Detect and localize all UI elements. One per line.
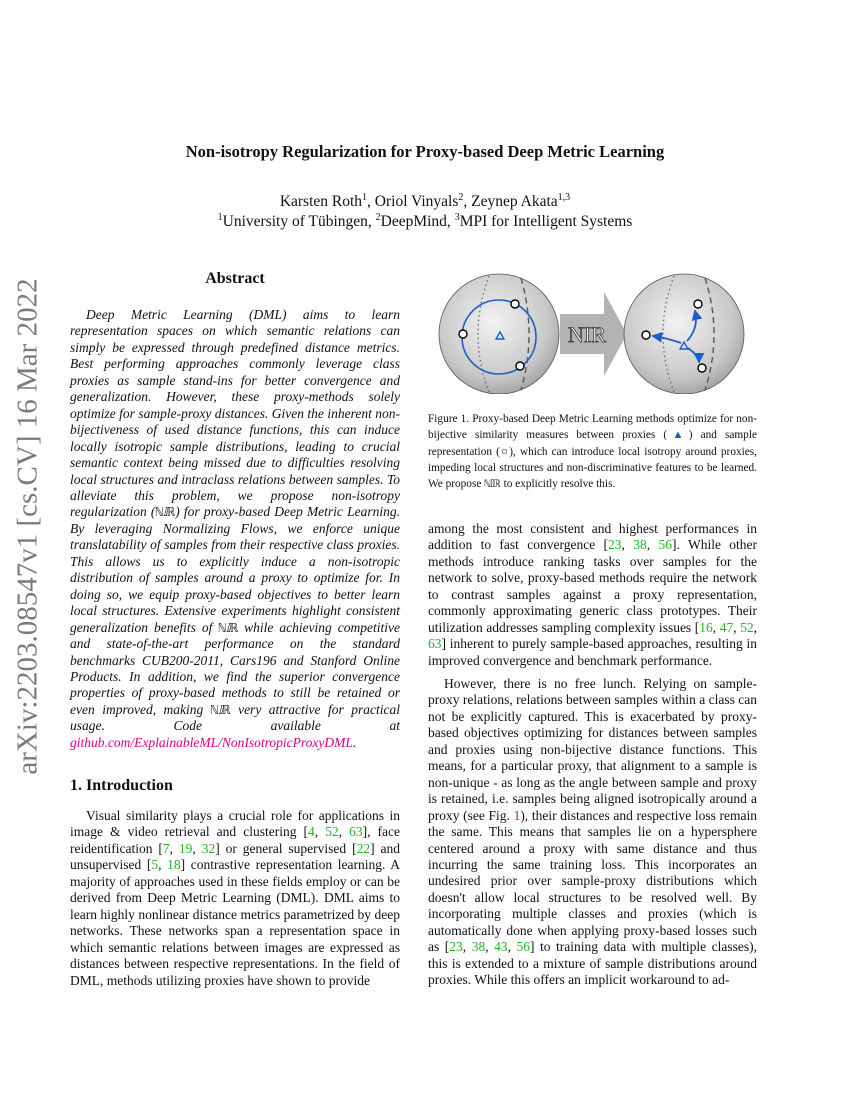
author-name: Oriol Vinyals <box>374 193 459 210</box>
figure-1-caption: Figure 1. Proxy-based Deep Metric Learning methods optimize for non-bijective similarity measures between proxies (▲) and sample representation (○), which can introduce local isotropy around proxies, impeding local structures and non-discriminative features to be learned. We propose ℕ𝕀ℝ to explicitly resolve this. <box>428 413 757 491</box>
citation-link[interactable]: 18 <box>167 857 181 873</box>
citation-link[interactable]: 56 <box>516 939 530 955</box>
citation-link[interactable]: 56 <box>658 537 672 553</box>
citation-link[interactable]: 22 <box>356 840 371 856</box>
citation-link[interactable]: 43 <box>494 939 508 955</box>
arxiv-stamp: arXiv:2203.08547v1 [cs.CV] 16 Mar 2022 <box>11 278 44 775</box>
citation-link[interactable]: 23 <box>608 537 622 553</box>
citation-link[interactable]: 4 <box>308 824 315 840</box>
author-name: Karsten Roth <box>279 193 363 210</box>
right-column-paragraph: However, there is no free lunch. Relying on sample-proxy relations, relations between samples within a class can not be explicitly captured. This is exacerbated by proxy-based objectives optimizing for distances between samples and proxies using non-bijective distance functions. This means, for a particular proxy, that alignment to a sample is non-unique - as long as the angle between sample and proxy is retained, i.e. samples being aligned isotropically around a proxy (see Fig. 1), their distances and respective loss remain the same. This means that samples lie on a hypersphere centered around a proxy with same distance and thus incurring the same training loss. This incorporates an undesired prior over sample-proxy distributions which doesn't allow local structures to be resolved well. By incorporating multiple classes and proxies (which is automatically done when applying proxy-based losses such as [23, 38, 43, 56] to training data with multiple classes), this is extended to a mixture of sample distributions around proxies. While this offers an implicit workaround to ad- <box>428 676 758 988</box>
left-sphere <box>439 274 559 394</box>
author-list: Karsten Roth$^1$, Oriol Vinyals$^2$, Zeynep Akata$^{1,3}$ <box>279 192 571 210</box>
citation-link[interactable]: 16 <box>699 619 713 635</box>
paper-title: Non-isotropy Regularization for Proxy-based Deep Metric Learning <box>185 142 665 161</box>
right-sphere <box>624 274 744 394</box>
sample-point <box>511 300 519 308</box>
section-heading-introduction: 1. Introduction <box>70 777 173 794</box>
citation-link[interactable]: 5 <box>151 857 159 873</box>
sample-point <box>698 364 706 372</box>
affiliations: $^1$University of Tübingen, $^2$DeepMind, $^3$MPI for Intelligent Systems <box>217 212 633 230</box>
citation-link[interactable]: 38 <box>471 939 486 955</box>
nir-label: NIR <box>568 322 606 347</box>
citation-link[interactable]: 7 <box>162 840 170 856</box>
figure-reference-link[interactable]: 1 <box>513 807 521 823</box>
citation-link[interactable]: 47 <box>719 619 734 635</box>
author-affil-mark: 1,3 <box>557 192 571 203</box>
code-link[interactable]: github.com/ExplainableML/NonIsotropicProxyDML <box>70 734 353 750</box>
citation-link[interactable]: 23 <box>449 939 463 955</box>
author-name: Zeynep Akata <box>471 193 558 210</box>
citation-link[interactable]: 19 <box>178 840 193 856</box>
sample-point <box>516 362 524 370</box>
proxy-triangle-icon: ▲ <box>667 429 689 442</box>
sample-point <box>642 331 650 339</box>
citation-link[interactable]: 63 <box>428 636 442 652</box>
citation-link[interactable]: 63 <box>349 824 363 840</box>
right-column-paragraph: among the most consistent and highest performances in addition to fast convergence [23, 38, 56]. While other methods introduce ranking tasks over samples for the network to solve, proxy-based methods require the network to contrast samples against a proxy representation, commonly approximating generic class prototypes. Their utilization addresses sampling complexity issues [16, 47, 52, 63] inherent to purely sample-based approaches, resulting in improved convergence and benchmark performance. <box>428 521 758 668</box>
citation-link[interactable]: 32 <box>201 840 216 856</box>
figure-1-illustration <box>437 266 757 394</box>
sample-point <box>459 330 467 338</box>
citation-link[interactable]: 38 <box>633 537 647 553</box>
citation-link[interactable]: 52 <box>325 824 339 840</box>
sample-point <box>694 300 702 308</box>
introduction-body: Visual similarity plays a crucial role for applications in image & video retrieval and clustering [4, 52, 63], face reidentification [7, 19, 32] or general supervised [22] and unsupervised [5, 18] contrastive representation learning. A majority of approaches used in these fields employ or can be derived from Deep Metric Learning (DML). DML aims to learn highly nonlinear distance metrics parametrized by deep networks. These networks span a representation space in which semantic relations between images are expressed as distances between respective representations. In the field of DML, methods utilizing proxies have shown to provide <box>70 808 401 988</box>
abstract-heading: Abstract <box>205 270 265 287</box>
author-affil-mark: 1 <box>362 192 368 203</box>
nir-arrow <box>560 292 627 376</box>
author-affil-mark: 2 <box>458 192 464 203</box>
abstract-body: Deep Metric Learning (DML) aims to learn representation spaces on which semantic relations can simply be expressed through predefined distance metrics. Best performing approaches commonly leverage class proxies as sample stand-ins for better convergence and generalization. However, these proxy-methods solely optimize for sample-proxy distances. Given the inherent non-bijectiveness of used distance functions, this can induce locally isotropic sample distributions, leading to crucial semantic context being missed due to difficulties resolving local structures and intraclass relations between samples. To alleviate this problem, we propose non-isotropy regularization (ℕ𝕀ℝ) for proxy-based Deep Metric Learning. By leveraging Normalizing Flows, we enforce unique translatability of samples from their respective class proxies. This allows us to explicitly induce a non-isotropic distribution of samples around a proxy to optimize for. In doing so, we equip proxy-based objectives to better learn local structures. Extensive experiments highlight consistent generalization benefits of ℕ𝕀ℝ while achieving competitive and state-of-the-art performance on the standard benchmarks CUB200-2011, Cars196 and Stanford Online Products. In addition, we find the superior convergence properties of proxy-based methods to still be retained or even improved, making ℕ𝕀ℝ very attractive for practical usage. Code available at github.com/ExplainableML/NonIsotropicProxyDML. <box>70 307 400 750</box>
citation-link[interactable]: 52 <box>740 619 754 635</box>
